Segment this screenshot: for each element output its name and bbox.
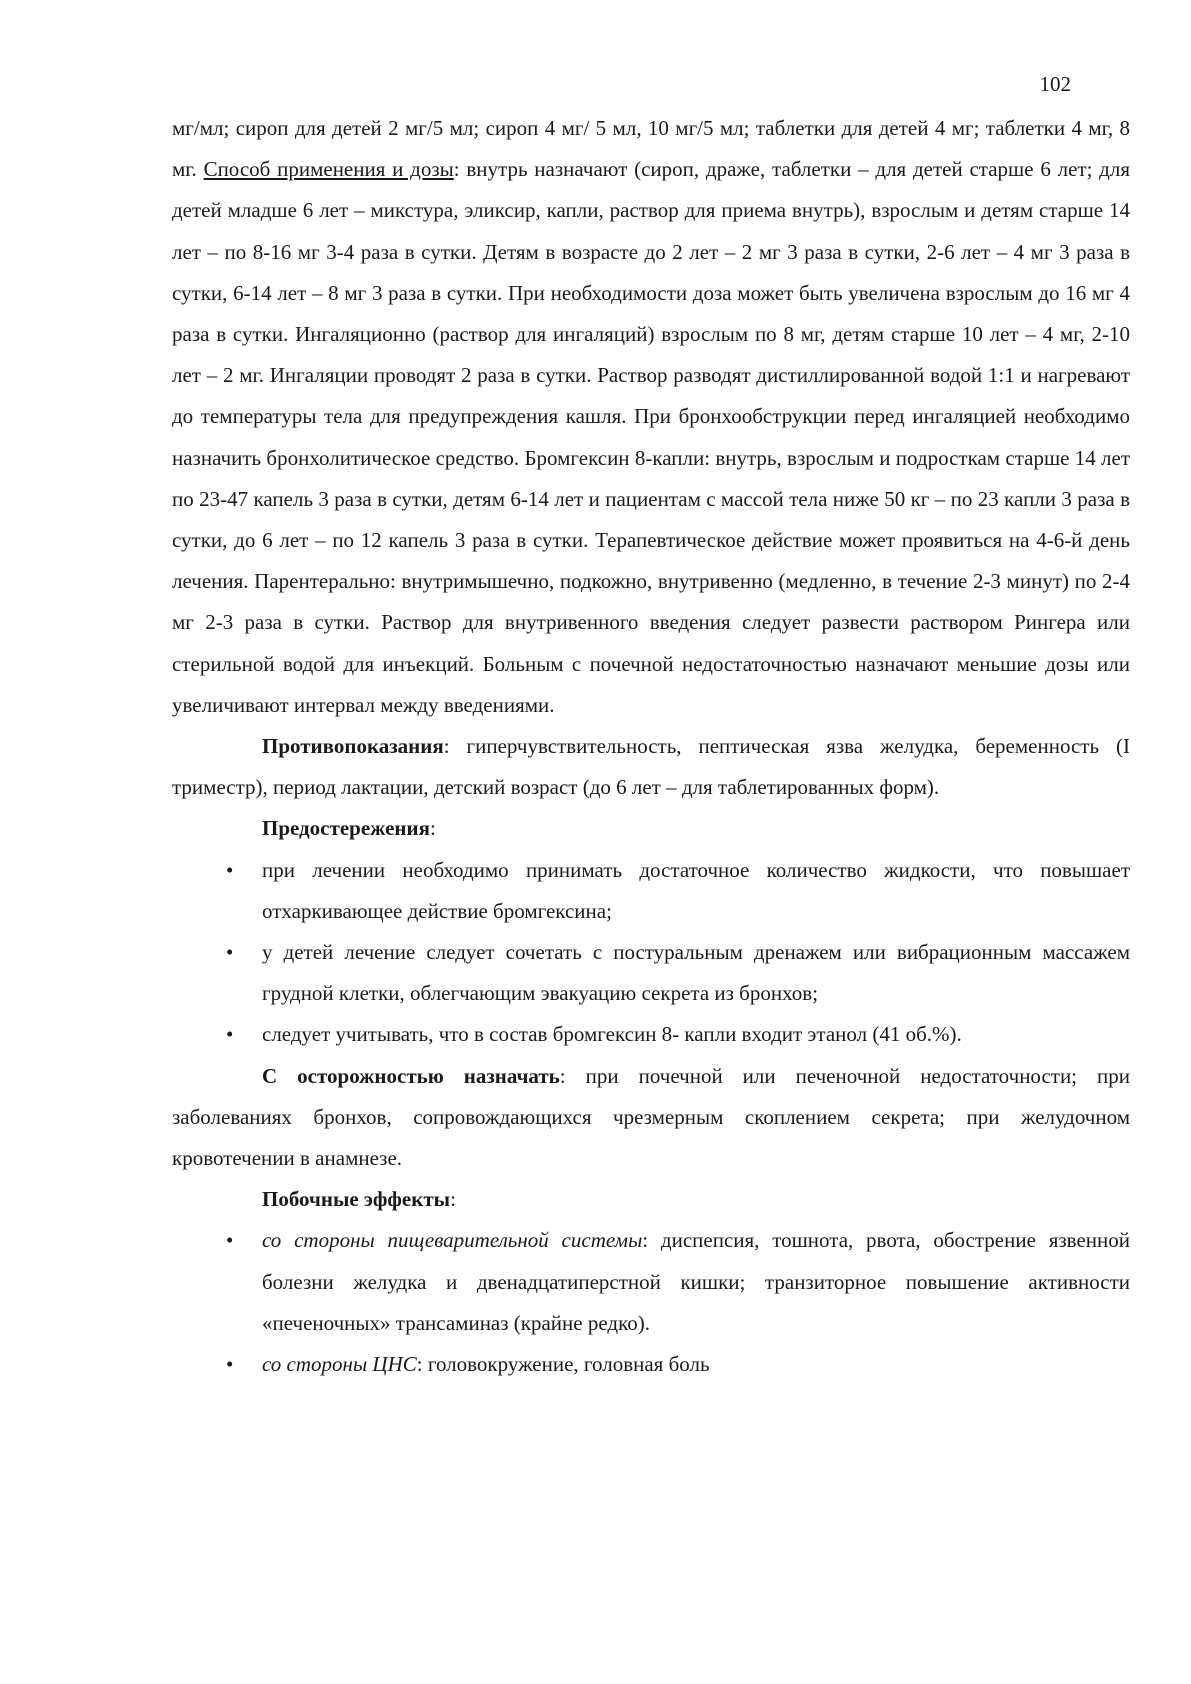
dosage-label: Способ применения и дозы [203, 157, 454, 182]
caution-text: : при почечной или печеночной недостаточности; при заболеваниях бронхов, сопровождающихся чрезмерным скоплением секрета; при желудочном кровотечении в анамнезе. [172, 1063, 1130, 1171]
warnings-heading [172, 808, 1130, 849]
bullet-icon: • [226, 857, 234, 882]
dosage-paragraph [172, 108, 1130, 726]
contraindications-paragraph [172, 726, 1130, 808]
caution-paragraph [172, 1056, 1130, 1180]
side-effect-text: : головокружение, головная боль [416, 1352, 710, 1377]
side-effects-list [172, 1220, 1130, 1385]
side-effects-colon: : [450, 1187, 456, 1212]
bullet-icon: • [226, 1022, 234, 1047]
side-effects-heading [172, 1179, 1130, 1220]
side-effect-system: со стороны ЦНС [262, 1352, 417, 1377]
bullet-icon: • [226, 940, 234, 965]
contraindications-label: Противопоказания [262, 734, 444, 759]
warnings-colon: : [429, 816, 436, 841]
contraindications-text: : гиперчувствительность, пептическая язва желудка, беременность (I триместр), период лактации, детский возраст (до 6 лет – для таблетированных форм). [172, 734, 1130, 800]
warning-text: при лечении необходимо принимать достаточное количество жидкости, что повышает отхаркивающее действие бромгексина; [262, 857, 1130, 923]
page-content [172, 108, 1130, 1385]
list-item [172, 1220, 1130, 1344]
warnings-list [172, 850, 1130, 1056]
side-effects-label: Побочные эффекты [262, 1187, 451, 1212]
bullet-icon: • [226, 1352, 234, 1377]
warnings-label: Предостережения [262, 816, 430, 841]
page-number: 102 [1039, 72, 1071, 96]
list-item [172, 1344, 1130, 1385]
list-item [172, 932, 1130, 1014]
side-effect-system: со стороны пищеварительной системы [262, 1228, 643, 1253]
dosage-forms-text: мг/мл; сироп для детей 2 мг/5 мл; сироп 4 мг/ 5 мл, 10 мг/5 мл; таблетки для детей 4 мг; таблетки 4 мг, 8 мг. [172, 116, 1130, 182]
warning-text: у детей лечение следует сочетать с постуральным дренажем или вибрационным массажем грудной клетки, облегчающим эвакуацию секрета из бронхов; [262, 940, 1130, 1006]
bullet-icon: • [226, 1228, 234, 1253]
dosage-text: : внутрь назначают (сироп, драже, таблетки – для детей старше 6 лет; для детей младше 6 лет – микстура, эликсир, капли, раствор для приема внутрь), взрослым и детям старше 14 лет – по 8-16 мг 3-4 раза в сутки. Детям в возрасте до 2 лет – 2 мг 3 раза в сутки, 2-6 лет – 4 мг 3 раза в сутки, 6-14 лет – 8 мг 3 раза в сутки. При необходимости доза может быть увеличена взрослым до 16 мг 4 раза в сутки. Ингаляционно (раствор для ингаляций) взрослым по 8 мг, детям старше 10 лет – 4 мг, 2-10 лет – 2 мг. Ингаляции проводят 2 раза в сутки. Раствор разводят дистиллированной водой 1:1 и нагревают до температуры тела для предупреждения кашля. При бронхообструкции перед ингаляцией необходимо назначить бронхолитическое средство. Бромгексин 8-капли: внутрь, взрослым и подросткам старше 14 лет по 23-47 капель 3 раза в сутки, детям 6-14 лет и пациентам с массой тела ниже 50 кг – по 23 капли 3 раза в сутки, до 6 лет – по 12 капель 3 раза в сутки. Терапевтическое действие может проявиться на 4-6-й день лечения. Парентерально: внутримышечно, подкожно, внутривенно (медленно, в течение 2-3 минут) по 2-4 мг 2-3 раза в сутки. Раствор для внутривенного введения следует развести раствором Рингера или стерильной водой для инъекций. Больным с почечной недостаточностью назначают меньшие дозы или увеличивают интервал между введениями. [172, 157, 1130, 717]
warning-text: следует учитывать, что в состав бромгексин 8- капли входит этанол (41 об.%). [262, 1022, 962, 1047]
caution-label: С осторожностью назначать [262, 1063, 560, 1088]
list-item [172, 850, 1130, 932]
side-effect-text: : диспепсия, тошнота, рвота, обострение язвенной болезни желудка и двенадцатиперстной кишки; транзиторное повышение активности «печеночных» трансаминаз (крайне редко). [262, 1228, 1130, 1335]
list-item [172, 1014, 1130, 1055]
